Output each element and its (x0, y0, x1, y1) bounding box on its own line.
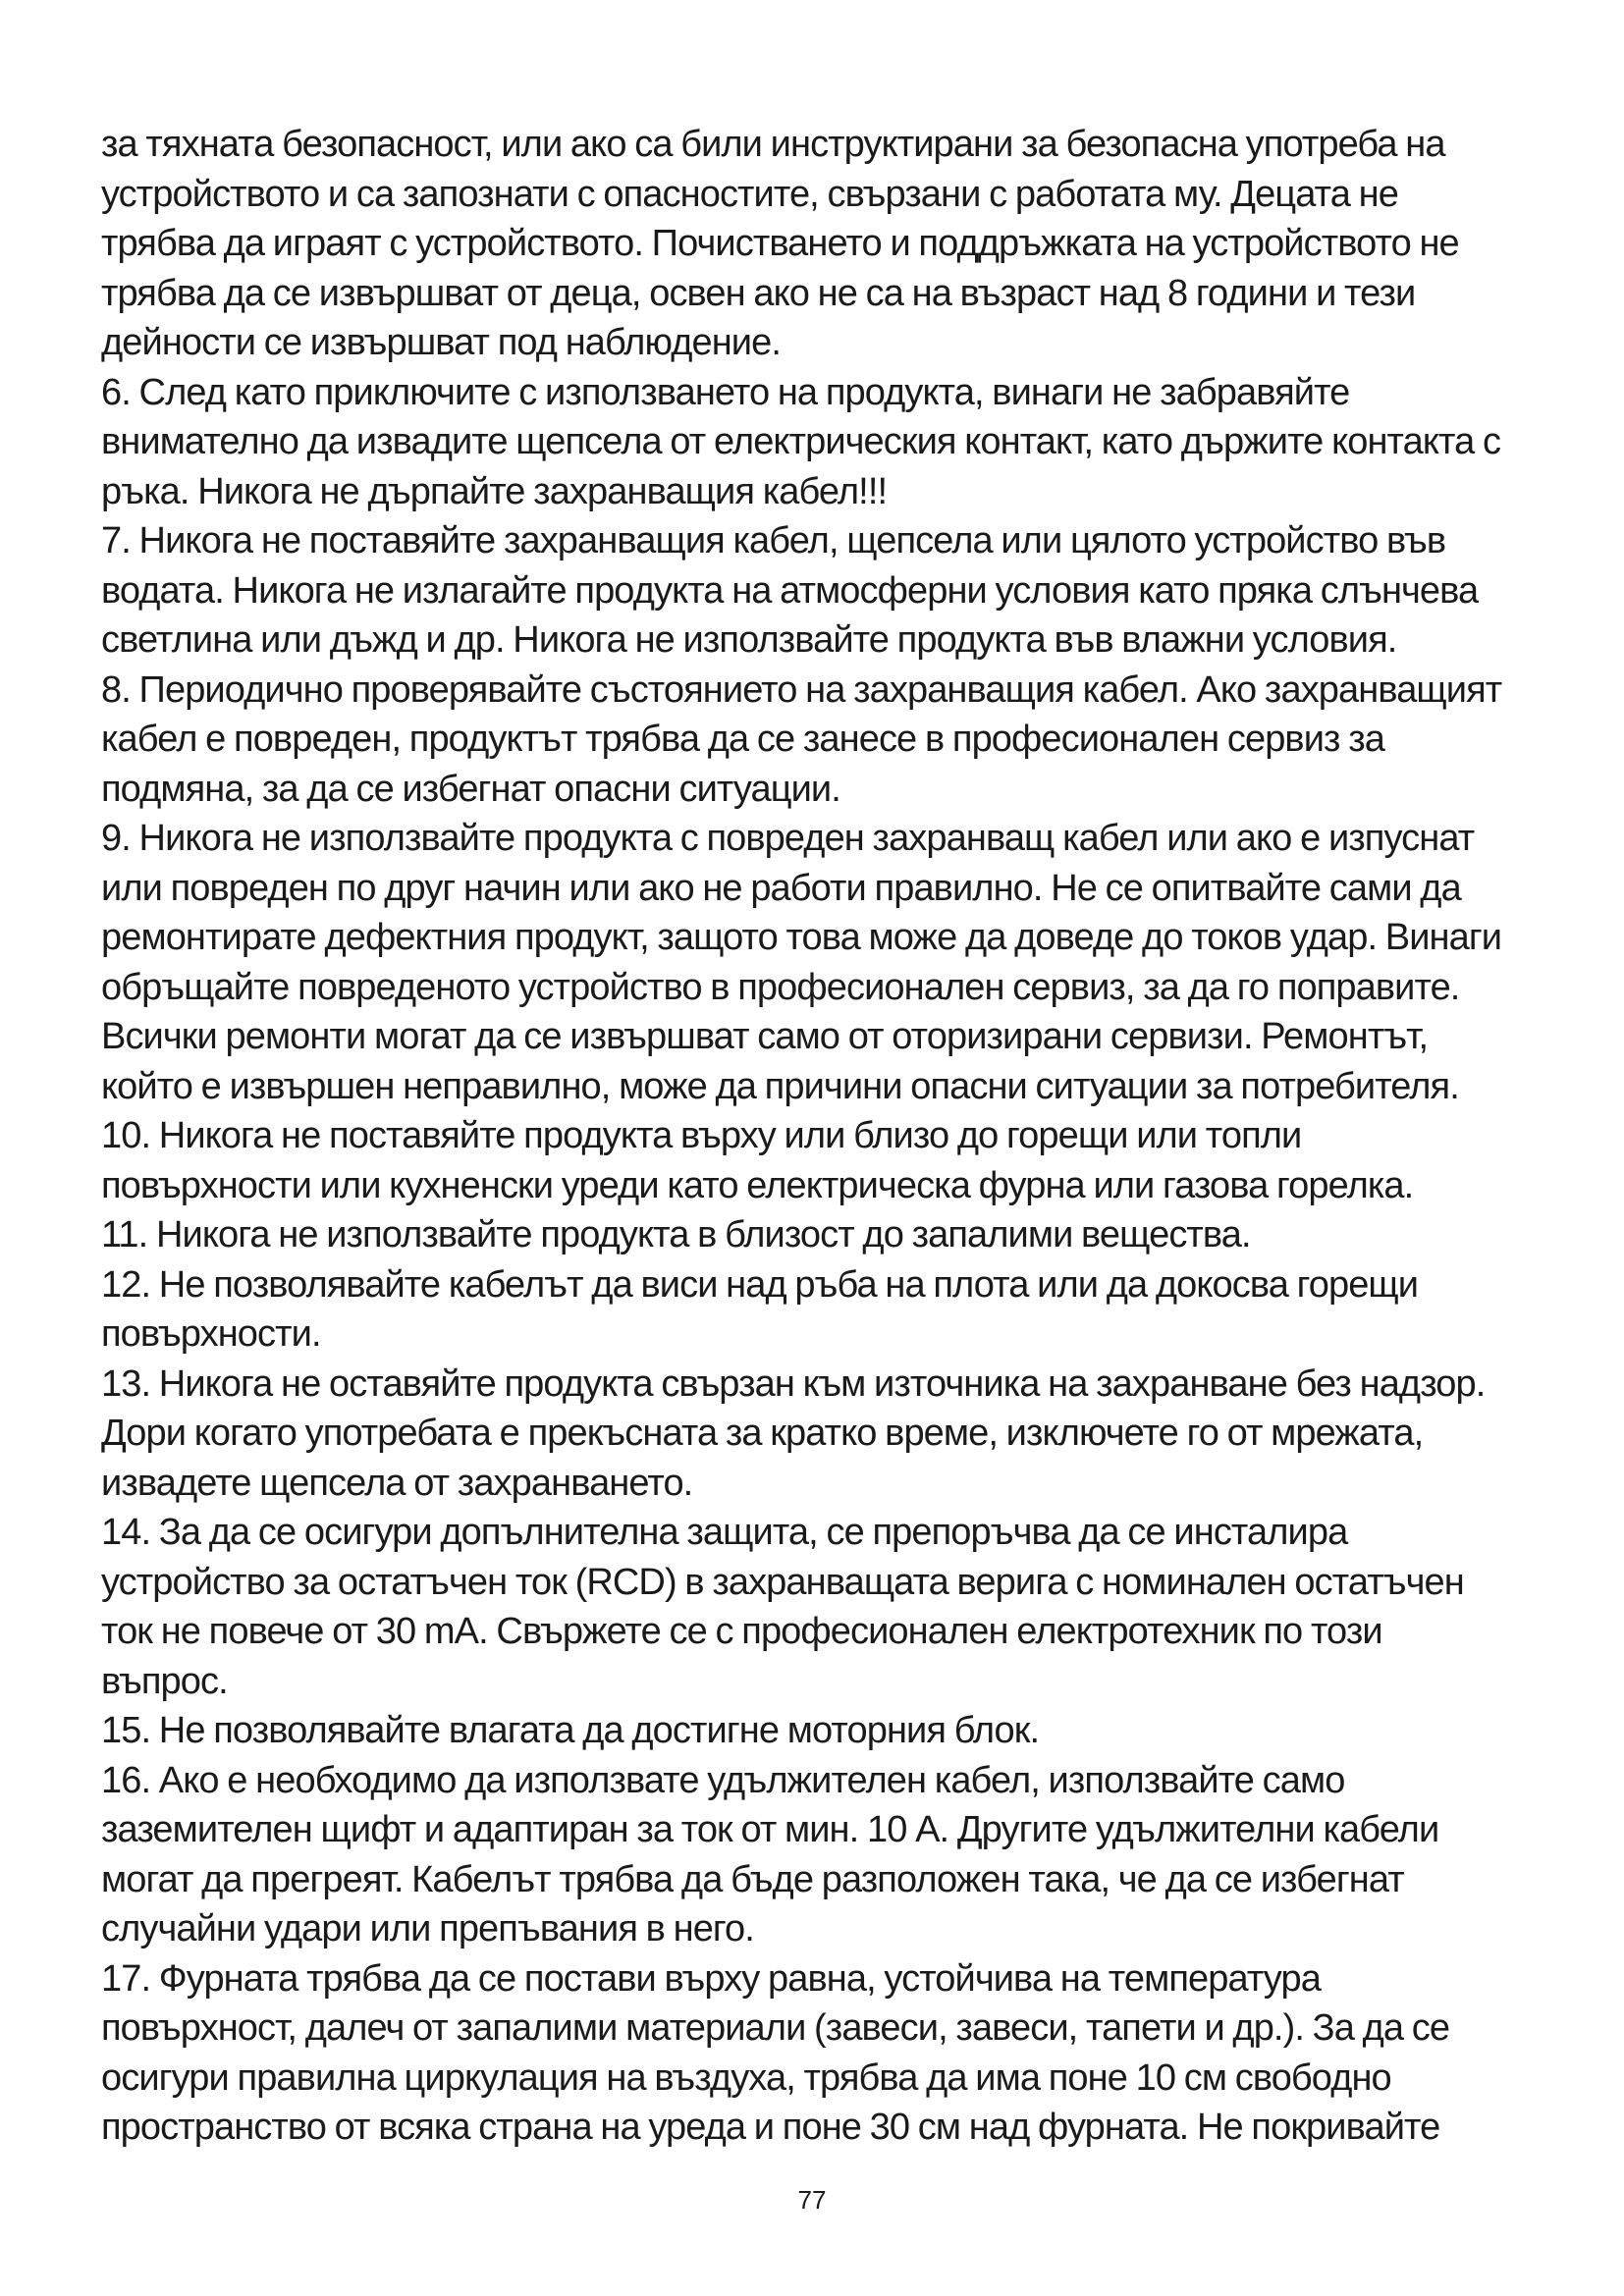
text-line: 12. Не позволявайте кабелът да виси над ръба на плота или да докосва горещи (101, 1263, 1419, 1306)
text-line: 10. Никога не поставяйте продукта върху или близо до горещи или топли (101, 1115, 1302, 1156)
text-line: обръщайте повреденото устройство в професионален сервиз, за да го поправите. (101, 966, 1460, 1008)
text-line: осигури правилна циркулация на въздуха, трябва да има поне 10 см свободно (101, 2056, 1391, 2099)
text-line: 17. Фурната трябва да се постави върху равна, устойчива на температура (101, 1957, 1321, 2000)
text-line: устройство за остатъчен ток (RCD) в захранващата верига с номинален остатъчен (101, 1561, 1464, 1603)
text-line: 11. Никога не използвайте продукта в близост до запалими вещества. (101, 1214, 1251, 1255)
text-line: ремонтирате дефектния продукт, защото това може да доведе до токов удар. Винаги (101, 917, 1502, 958)
text-line: могат да прегреят. Кабелът трябва да бъде разположен така, че да се избегнат (101, 1858, 1404, 1900)
paragraph (101, 1706, 1554, 1756)
text-line: въпрос. (101, 1660, 228, 1702)
paragraph (101, 516, 1554, 666)
text-line: който е извършен неправилно, може да причини опасни ситуации за потребителя. (101, 1065, 1459, 1107)
text-line: кабел е повреден, продуктът трябва да се занесе в професионален сервиз за (101, 719, 1384, 760)
text-line: 6. След като приключите с използването на продукта, винаги не забравяйте (101, 371, 1350, 413)
paragraph (101, 1756, 1554, 1954)
paragraph (101, 1954, 1554, 2153)
text-line: повърхности или кухненски уреди като електрическа фурна или газова горелка. (101, 1164, 1414, 1206)
text-line: 14. За да се осигури допълнителна защита, се препоръчва да се инсталира (101, 1512, 1348, 1553)
text-line: 15. Не позволявайте влагата да достигне моторния блок. (101, 1710, 1040, 1751)
paragraph (101, 1111, 1554, 1210)
text-line: внимателно да извадите щепсела от електрическия контакт, като държите контакта с (101, 421, 1501, 462)
text-line: случайни удари или препъвания в него. (101, 1908, 754, 1949)
document-body (101, 120, 1554, 2153)
text-line: Дори когато употребата е прекъсната за кратко време, изключете го от мрежата, (101, 1413, 1424, 1454)
paragraph (101, 666, 1554, 815)
text-line: 8. Периодично проверявайте състоянието на захранващия кабел. Ако захранващият (101, 668, 1502, 711)
text-line: 16. Ако е необходимо да използвате удължителен кабел, използвайте само (101, 1759, 1345, 1801)
text-line: ток не повече от 30 mA. Свържете се с професионален електротехник по този (101, 1611, 1382, 1652)
text-line: извадете щепсела от захранването. (101, 1462, 693, 1504)
text-line: трябва да се извършват от деца, освен ако не са на възраст над 8 години и тези (101, 272, 1416, 314)
text-line: 9. Никога не използвайте продукта с повреден захранващ кабел или ако е изпуснат (101, 818, 1475, 859)
text-line: заземителен щифт и адаптиран за ток от мин. 10 A. Другите удължителни кабели (101, 1809, 1439, 1850)
text-line: или повреден по друг начин или ако не работи правилно. Не се опитвайте сами да (101, 867, 1461, 909)
text-line: подмяна, за да се избегнат опасни ситуации. (101, 768, 840, 810)
paragraph (101, 1508, 1554, 1706)
paragraph (101, 368, 1554, 517)
paragraph (101, 1360, 1554, 1509)
text-line: водата. Никога не излагайте продукта на атмосферни условия като пряка слънчева (101, 569, 1479, 612)
text-line: дейности се извършват под наблюдение. (101, 322, 782, 363)
paragraph (101, 120, 1554, 368)
text-line: 13. Никога не оставяйте продукта свързан към източника на захранване без надзор. (101, 1362, 1486, 1405)
text-line: устройството и са запознати с опасностите, свързани с работата му. Децата не (101, 173, 1398, 215)
paragraph (101, 1260, 1554, 1360)
text-line: трябва да играят с устройството. Почистването и поддръжката на устройството не (101, 223, 1459, 264)
text-line: пространство от всяка страна на уреда и поне 30 см над фурната. Не покривайте (101, 2107, 1440, 2148)
text-line: 7. Никога не поставяйте захранващия кабел, щепсела или цялото устройство във (101, 520, 1446, 561)
page-number: 77 (797, 2185, 827, 2215)
paragraph (101, 1210, 1554, 1260)
text-line: светлина или дъжд и др. Никога не използвайте продукта във влажни условия. (101, 619, 1397, 661)
text-line: за тяхната безопасност, или ако са били инструктирани за безопасна употреба на (101, 124, 1445, 165)
text-line: повърхност, далеч от запалими материали (завеси, завеси, тапети и др.). За да се (101, 2007, 1450, 2049)
text-line: ръка. Никога не дърпайте захранващия кабел!!! (101, 470, 888, 512)
text-line: Всички ремонти могат да се извършват само от оторизирани сервизи. Ремонтът, (101, 1016, 1429, 1057)
text-line: повърхности. (101, 1313, 321, 1355)
paragraph (101, 814, 1554, 1111)
